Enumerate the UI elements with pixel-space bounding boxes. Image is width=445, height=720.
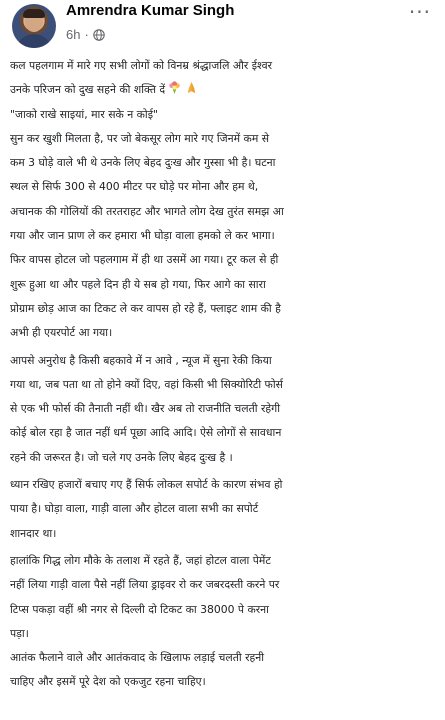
post-header: [0, 0, 445, 56]
post-line: कम 3 घोड़े वाले भी थे उनके लिए बेहद दुःख और गुस्सा भी है। घटना: [10, 156, 276, 170]
post-time[interactable]: 6h: [66, 27, 81, 42]
avatar-hair: [23, 9, 45, 18]
post-line: पड़ा।: [10, 626, 29, 640]
post-line: शुरू हुआ था और पहले दिन ही ये सब हो गया, फिर आगे का सारा: [10, 277, 266, 291]
post-line: आपसे अनुरोध है किसी बहकावे में न आवे , न्यूज में सुना रेकी किया: [10, 353, 272, 367]
post-line: अचानक की गोलियों की तरतराहट और भागते लोग देख तुरंत समझ आ: [10, 204, 284, 218]
post-body: [10, 54, 438, 695]
post-line: पाया है। घोड़ा वाला, गाड़ी वाला और होटल वाला सभी का सपोर्ट: [10, 502, 259, 516]
post-line: नहीं लिया गाड़ी वाला पैसे नहीं लिया ड्राइवर रो कर जबरदस्ती करने पर: [10, 578, 280, 592]
post-line: सुन कर खुशी मिलता है, पर जो बेकसूर लोग मारे गए जिनमें कम से: [10, 131, 270, 145]
folded-hands-icon: [184, 80, 199, 95]
post-line: शानदार था।: [10, 526, 57, 540]
more-options-icon[interactable]: ···: [408, 0, 431, 24]
post-line: कोई बोल रहा है जात नहीं धर्म पूछा आदि आदि। ऐसे लोगों से सावधान: [10, 426, 282, 440]
post-line: स्थल से सिर्फ 300 से 400 मीटर पर घोड़े पर मोना और हम थे,: [10, 180, 259, 194]
post-line: ध्यान रखिए हजारों बचाए गए हैं सिर्फ लोकल सपोर्ट के कारण संभव हो: [10, 478, 283, 492]
globe-icon: [93, 29, 105, 41]
post-line: से एक भी फोर्स की तैनाती नहीं थी। खैर अब तो राजनीति चलती रहेगी: [10, 402, 280, 416]
post-line: गया और जान प्राण ले कर हमारा भी घोड़ा वाला हमको ले कर भागा।: [10, 229, 275, 243]
post-line: उनके परिजन को दुख सहने की शक्ति दें: [10, 83, 166, 97]
meta-separator: ·: [84, 27, 89, 42]
post-line: आतंक फैलाने वाले और आतंकवाद के खिलाफ लड़ाई चलती रहनी: [10, 651, 265, 665]
post-line: टिप्स पकड़ा वहीं श्री नगर से दिल्ली दो टिकट का 38000 पे करना: [10, 602, 269, 616]
post-line: हालांकि गिद्ध लोग मौके के तलाश में रहते हैं, जहां होटल वाला पेमेंट: [10, 553, 271, 567]
paragraph-5: [10, 549, 438, 646]
post-line: प्रोग्राम छोड़ आज का टिकट ले कर वापस हो रहे हैं, फ्लाइट शाम की है: [10, 301, 281, 315]
post-line: गया था, जब पता था तो होने क्यों दिए, वहां किसी भी सिक्योरिटी फोर्स: [10, 377, 283, 391]
author-name[interactable]: Amrendra Kumar Singh: [66, 2, 235, 19]
post-line: "जाको राखे साइयां, मार सके न कोई": [10, 107, 158, 121]
post-line: रहने की जरूरत है। जो चले गए उनके लिए बेहद दुःख है ।: [10, 450, 233, 464]
paragraph-4: [10, 473, 438, 546]
post-line-with-emoji: [10, 78, 438, 102]
post-line: चाहिए और इसमें पूरे देश को एकजुट रहना चाहिए।: [10, 675, 206, 689]
post-line: फिर वापस होटल जो पहलगाम में ही था उसमें आ गया। टूर कल से ही: [10, 253, 279, 267]
author-avatar[interactable]: [12, 4, 56, 48]
paragraph-1: [10, 54, 438, 127]
post-line: कल पहलगाम में मारे गए सभी लोगों को विनम्र श्रंद्धाजलि और ईश्वर: [10, 59, 273, 72]
paragraph-6: [10, 646, 438, 695]
bouquet-emoji-icon: [167, 80, 182, 95]
post-line: अभी ही एयरपोर्ट आ गया।: [10, 326, 113, 340]
paragraph-3: [10, 349, 438, 470]
post-meta: [66, 27, 105, 42]
paragraph-2: [10, 127, 438, 346]
avatar-shoulders: [16, 34, 52, 48]
